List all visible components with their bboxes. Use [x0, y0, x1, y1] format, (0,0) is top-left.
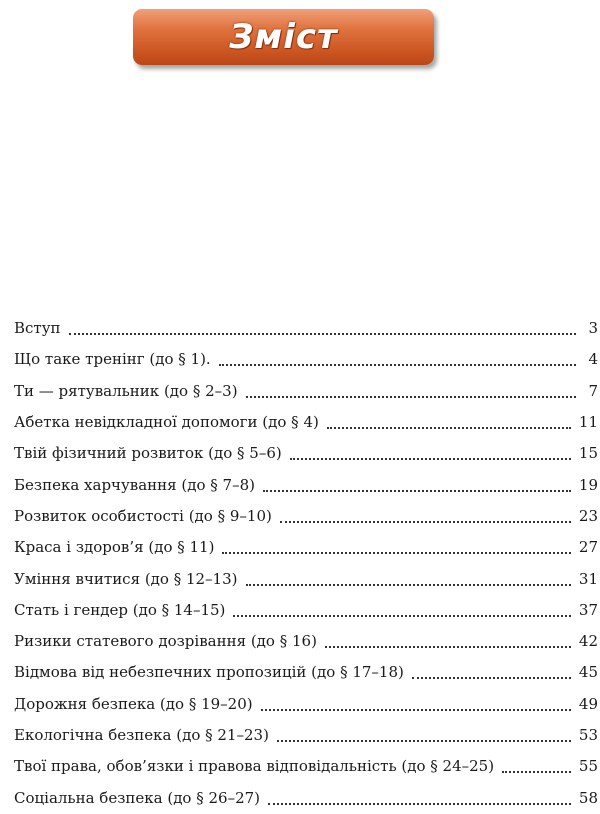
toc-entry-title: Краса і здоров’я (до § 11) [14, 538, 215, 557]
toc-entry-title: Уміння вчитися (до § 12–13) [14, 569, 238, 588]
toc-entry-title: Твої права, обов’язки і правова відповідальність (до § 24–25) [14, 757, 495, 776]
dot-leader [412, 676, 571, 679]
toc-entry[interactable] [14, 689, 598, 720]
toc-entry[interactable] [14, 407, 598, 438]
toc-entry-page: 42 [578, 632, 598, 651]
toc-entry-title: Соціальна безпека (до § 26–27) [14, 788, 261, 807]
dot-leader [261, 708, 571, 711]
toc-entry-title: Ризики статевого дозрівання (до § 16) [14, 632, 317, 651]
toc-entry-page: 45 [578, 663, 598, 682]
toc-entry[interactable] [14, 657, 598, 688]
page-title: Зміст [229, 17, 338, 57]
toc-entry-title: Розвиток особистості (до § 9–10) [14, 506, 272, 525]
toc-entry-title: Вступ [14, 319, 61, 338]
toc-entry-page: 11 [578, 413, 598, 432]
toc-entry[interactable] [14, 469, 598, 500]
toc-entry[interactable] [14, 626, 598, 657]
toc-entry-title: Абетка невідкладної допомоги (до § 4) [14, 413, 319, 432]
toc-entry[interactable] [14, 313, 598, 344]
dot-leader [277, 739, 571, 742]
dot-leader [263, 489, 571, 492]
toc-entry-page: 37 [578, 600, 598, 619]
dot-leader [222, 551, 570, 554]
toc-entry-page: 4 [588, 350, 598, 369]
toc-entry-title: Твій фізичний розвиток (до § 5–6) [14, 444, 282, 463]
toc-entry[interactable] [14, 438, 598, 469]
dot-leader [290, 457, 571, 460]
dot-leader [502, 770, 571, 773]
dot-leader [69, 332, 576, 335]
toc-entry-page: 23 [578, 506, 598, 525]
toc-entry[interactable] [14, 532, 598, 563]
dot-leader [219, 363, 576, 366]
toc-entry-page: 31 [578, 569, 598, 588]
dot-leader [327, 426, 571, 429]
toc-entry-title: Ти — рятувальник (до § 2–3) [14, 381, 238, 400]
toc-entry-page: 55 [578, 757, 598, 776]
table-of-contents [14, 313, 598, 814]
toc-entry-page: 15 [578, 444, 598, 463]
toc-entry[interactable] [14, 344, 598, 375]
toc-entry-page: 19 [578, 475, 598, 494]
toc-entry-title: Дорожня безпека (до § 19–20) [14, 694, 253, 713]
dot-leader [233, 614, 570, 617]
dot-leader [246, 583, 571, 586]
toc-entry-page: 49 [578, 694, 598, 713]
toc-entry[interactable] [14, 563, 598, 594]
toc-entry-title: Що таке тренінг (до § 1). [14, 350, 211, 369]
toc-entry[interactable] [14, 595, 598, 626]
toc-entry-title: Безпека харчування (до § 7–8) [14, 475, 255, 494]
toc-entry-page: 53 [578, 726, 598, 744]
toc-entry[interactable] [14, 751, 598, 782]
toc-entry-title: Стать і гендер (до § 14–15) [14, 600, 226, 619]
dot-leader [246, 395, 576, 398]
toc-entry-page: 7 [588, 381, 598, 400]
toc-entry[interactable] [14, 720, 598, 751]
toc-entry-title: Відмова від небезпечних пропозицій (до § 17–18) [14, 663, 404, 682]
toc-entry-title: Екологічна безпека (до § 21–23) [14, 726, 269, 744]
toc-entry[interactable] [14, 376, 598, 407]
toc-entry-page: 3 [588, 319, 598, 338]
toc-entry[interactable] [14, 782, 598, 813]
dot-leader [325, 645, 571, 648]
dot-leader [268, 802, 571, 805]
toc-entry[interactable] [14, 501, 598, 532]
toc-entry-page: 58 [578, 788, 598, 807]
toc-entry-page: 27 [578, 538, 598, 557]
dot-leader [280, 520, 571, 523]
title-banner [133, 9, 434, 65]
